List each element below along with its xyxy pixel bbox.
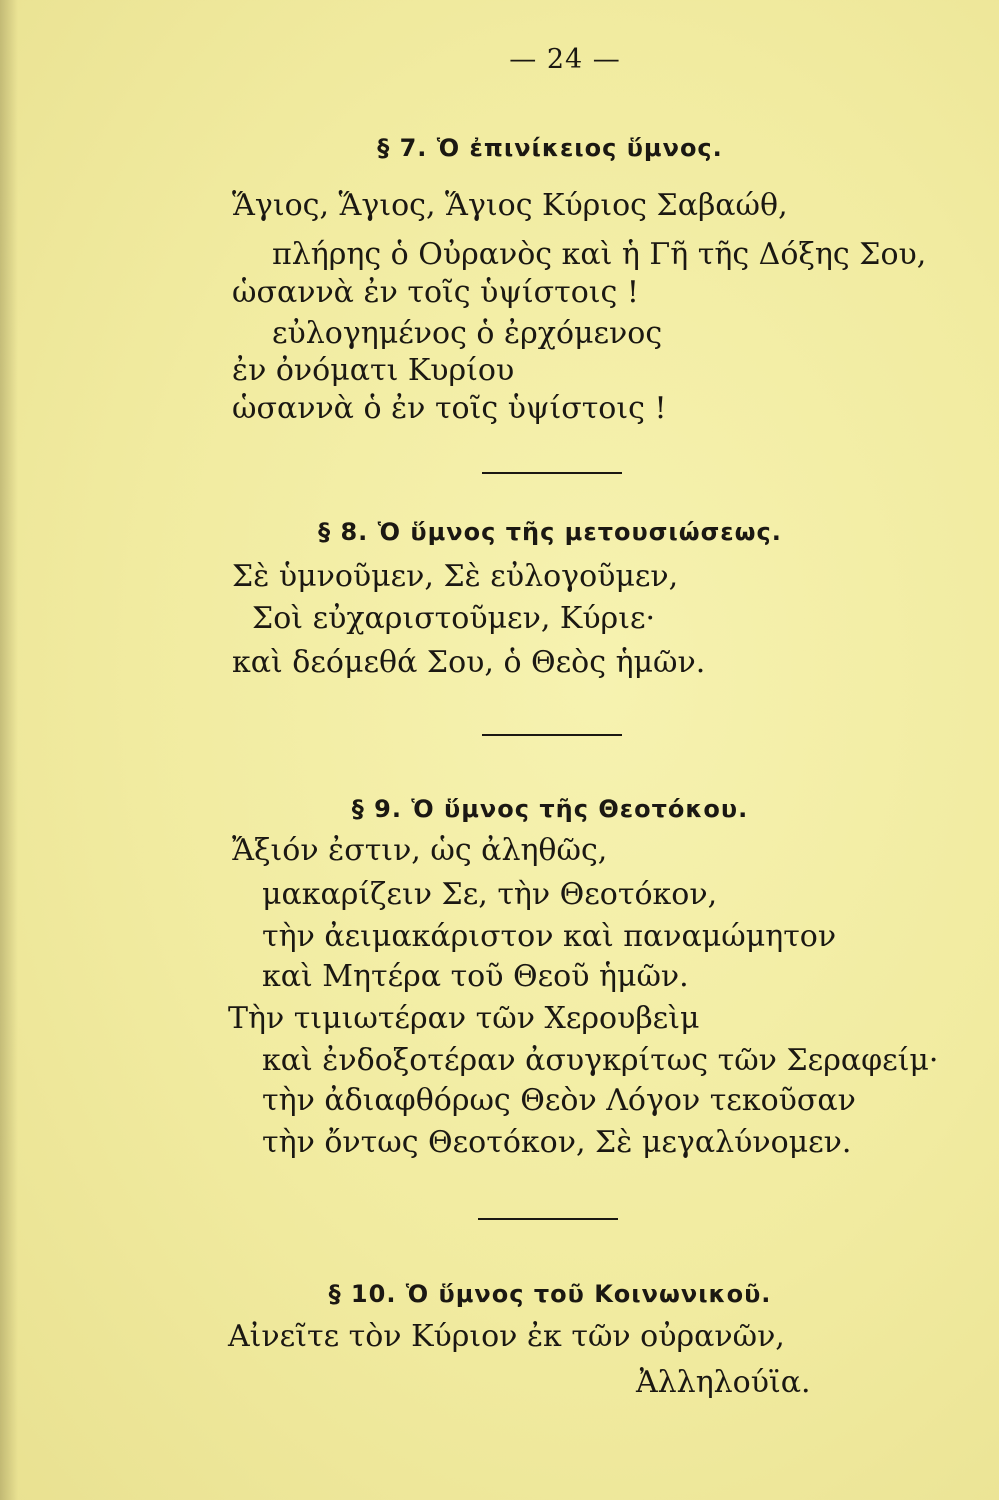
- section-10-line-2: Ἀλληλούϊα.: [636, 1365, 811, 1400]
- section-9-line-3: τὴν ἀειμακάριστον καὶ παναμώμητον: [262, 919, 837, 954]
- section-9-line-1: Ἄξιόν ἐστιν, ὡς ἀληθῶς,: [232, 833, 608, 868]
- section-8-line-2: Σοὶ εὐχαριστοῦμεν, Κύριε·: [252, 601, 656, 636]
- section-9-line-2: μακαρίζειν Σε, τὴν Θεοτόκον,: [262, 877, 718, 912]
- section-divider: [482, 734, 622, 736]
- section-9-line-4: καὶ Μητέρα τοῦ Θεοῦ ἡμῶν.: [262, 959, 689, 994]
- section-divider: [482, 472, 622, 474]
- section-10-title: § 10. Ὁ ὕμνος τοῦ Κοινωνικοῦ.: [328, 1280, 772, 1308]
- section-9-line-5: Τὴν τιμιωτέραν τῶν Χερουβεὶμ: [228, 1001, 700, 1036]
- section-10-line-1: Αἰνεῖτε τὸν Κύριον ἐκ τῶν οὐρανῶν,: [228, 1319, 785, 1354]
- section-7-line-3: ὡσαννὰ ἐν τοῖς ὑψίστοις !: [232, 275, 639, 310]
- section-divider: [478, 1218, 618, 1220]
- section-8-line-1: Σὲ ὑμνοῦμεν, Σὲ εὐλογοῦμεν,: [232, 559, 679, 594]
- page-number: — 24 —: [509, 44, 621, 75]
- section-9-line-8: τὴν ὄντως Θεοτόκον, Σὲ μεγαλύνομεν.: [262, 1125, 852, 1160]
- section-7-line-5: ἐν ὀνόματι Κυρίου: [232, 353, 515, 388]
- section-7-line-4: εὐλογημένος ὁ ἐρχόμενος: [272, 316, 663, 351]
- section-8-line-3: καὶ δεόμεθά Σου, ὁ Θεὸς ἡμῶν.: [232, 645, 706, 680]
- section-9-title: § 9. Ὁ ὕμνος τῆς Θεοτόκου.: [351, 795, 749, 823]
- section-8-title: § 8. Ὁ ὕμνος τῆς μετουσιώσεως.: [318, 518, 782, 546]
- section-9-line-7: τὴν ἀδιαφθόρως Θεὸν Λόγον τεκοῦσαν: [262, 1083, 856, 1118]
- section-7-line-6: ὡσαννὰ ὁ ἐν τοῖς ὑψίστοις !: [232, 391, 667, 426]
- section-7-line-2: πλήρης ὁ Οὐρανὸς καὶ ἡ Γῆ τῆς Δόξης Σου,: [272, 237, 927, 272]
- section-7-title: § 7. Ὁ ἐπινίκειος ὕμνος.: [377, 134, 723, 162]
- page-edge-shadow: [0, 0, 18, 1500]
- section-7-line-1: Ἅγιος, Ἅγιος, Ἅγιος Κύριος Σαβαώθ,: [232, 188, 788, 223]
- section-9-line-6: καὶ ἐνδοξοτέραν ἀσυγκρίτως τῶν Σεραφείμ·: [262, 1043, 939, 1078]
